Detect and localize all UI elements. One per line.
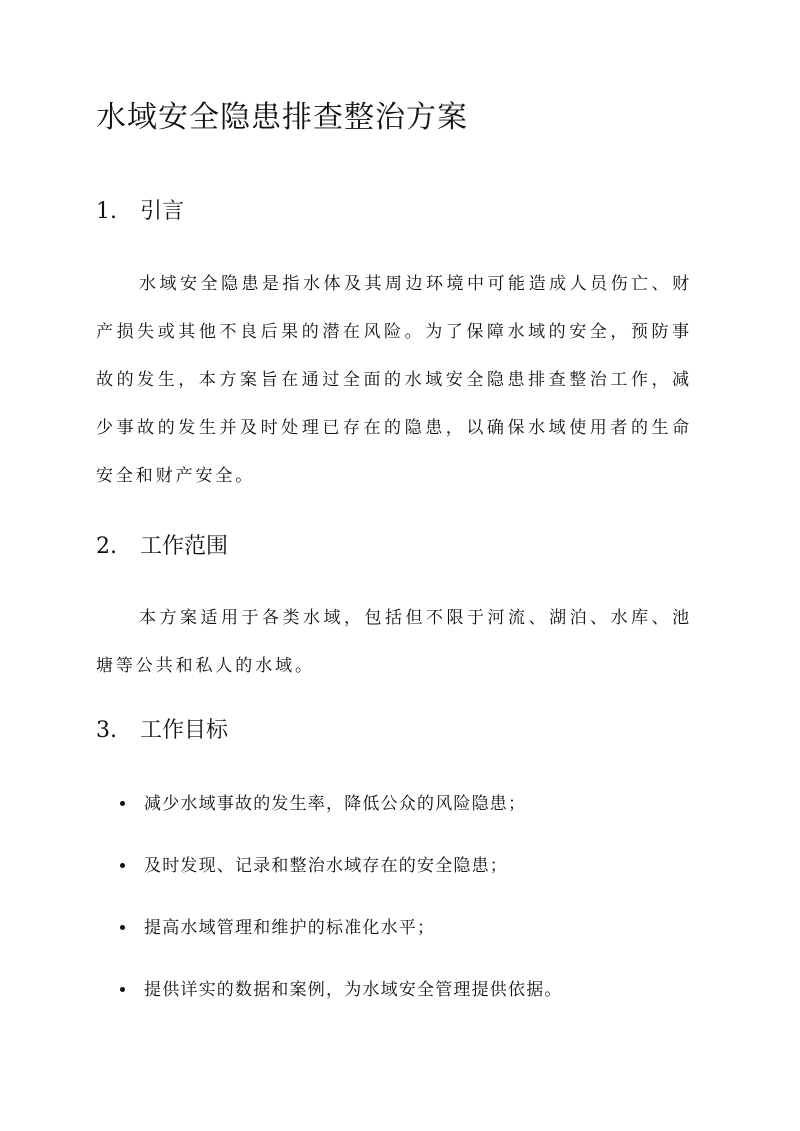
list-item: [96, 783, 696, 845]
bullet-icon: [120, 801, 125, 806]
section-title: 工作目标: [140, 718, 229, 743]
objectives-list: [96, 783, 696, 1031]
section-heading-introduction: [96, 196, 184, 228]
scope-paragraph: 本方案适用于各类水域，包括但不限于河流、湖泊、水库、池塘等公共和私人的水域。: [96, 608, 692, 676]
bullet-icon: [120, 925, 125, 930]
bullet-icon: [120, 863, 125, 868]
section-title: 引言: [140, 199, 185, 224]
list-item-text: 提高水域管理和维护的标准化水平；: [144, 918, 436, 938]
section-heading-scope: [96, 531, 228, 563]
introduction-paragraph: 水域安全隐患是指水体及其周边环境中可能造成人员伤亡、财产损失或其他不良后果的潜在风险。为了保障水域的安全，预防事故的发生，本方案旨在通过全面的水域安全隐患排查整治工作，减少事故的发生并及时处理已存在的隐患，以确保水域使用者的生命安全和财产安全。: [96, 274, 692, 486]
list-item: [96, 907, 696, 969]
section-number: 3.: [96, 718, 117, 743]
list-item-text: 提供详实的数据和案例，为水域安全管理提供依据。: [144, 980, 563, 1000]
list-item: [96, 845, 696, 907]
list-item: [96, 969, 696, 1031]
list-item-text: 及时发现、记录和整治水域存在的安全隐患；: [144, 856, 508, 876]
bullet-icon: [120, 987, 125, 992]
list-item-text: 减少水域事故的发生率，降低公众的风险隐患；: [144, 794, 527, 814]
document-title: 水域安全隐患排查整治方案: [96, 100, 468, 135]
section-heading-objectives: [96, 715, 228, 747]
section-title: 工作范围: [140, 534, 229, 559]
section-number: 1.: [96, 199, 117, 224]
section-number: 2.: [96, 534, 117, 559]
